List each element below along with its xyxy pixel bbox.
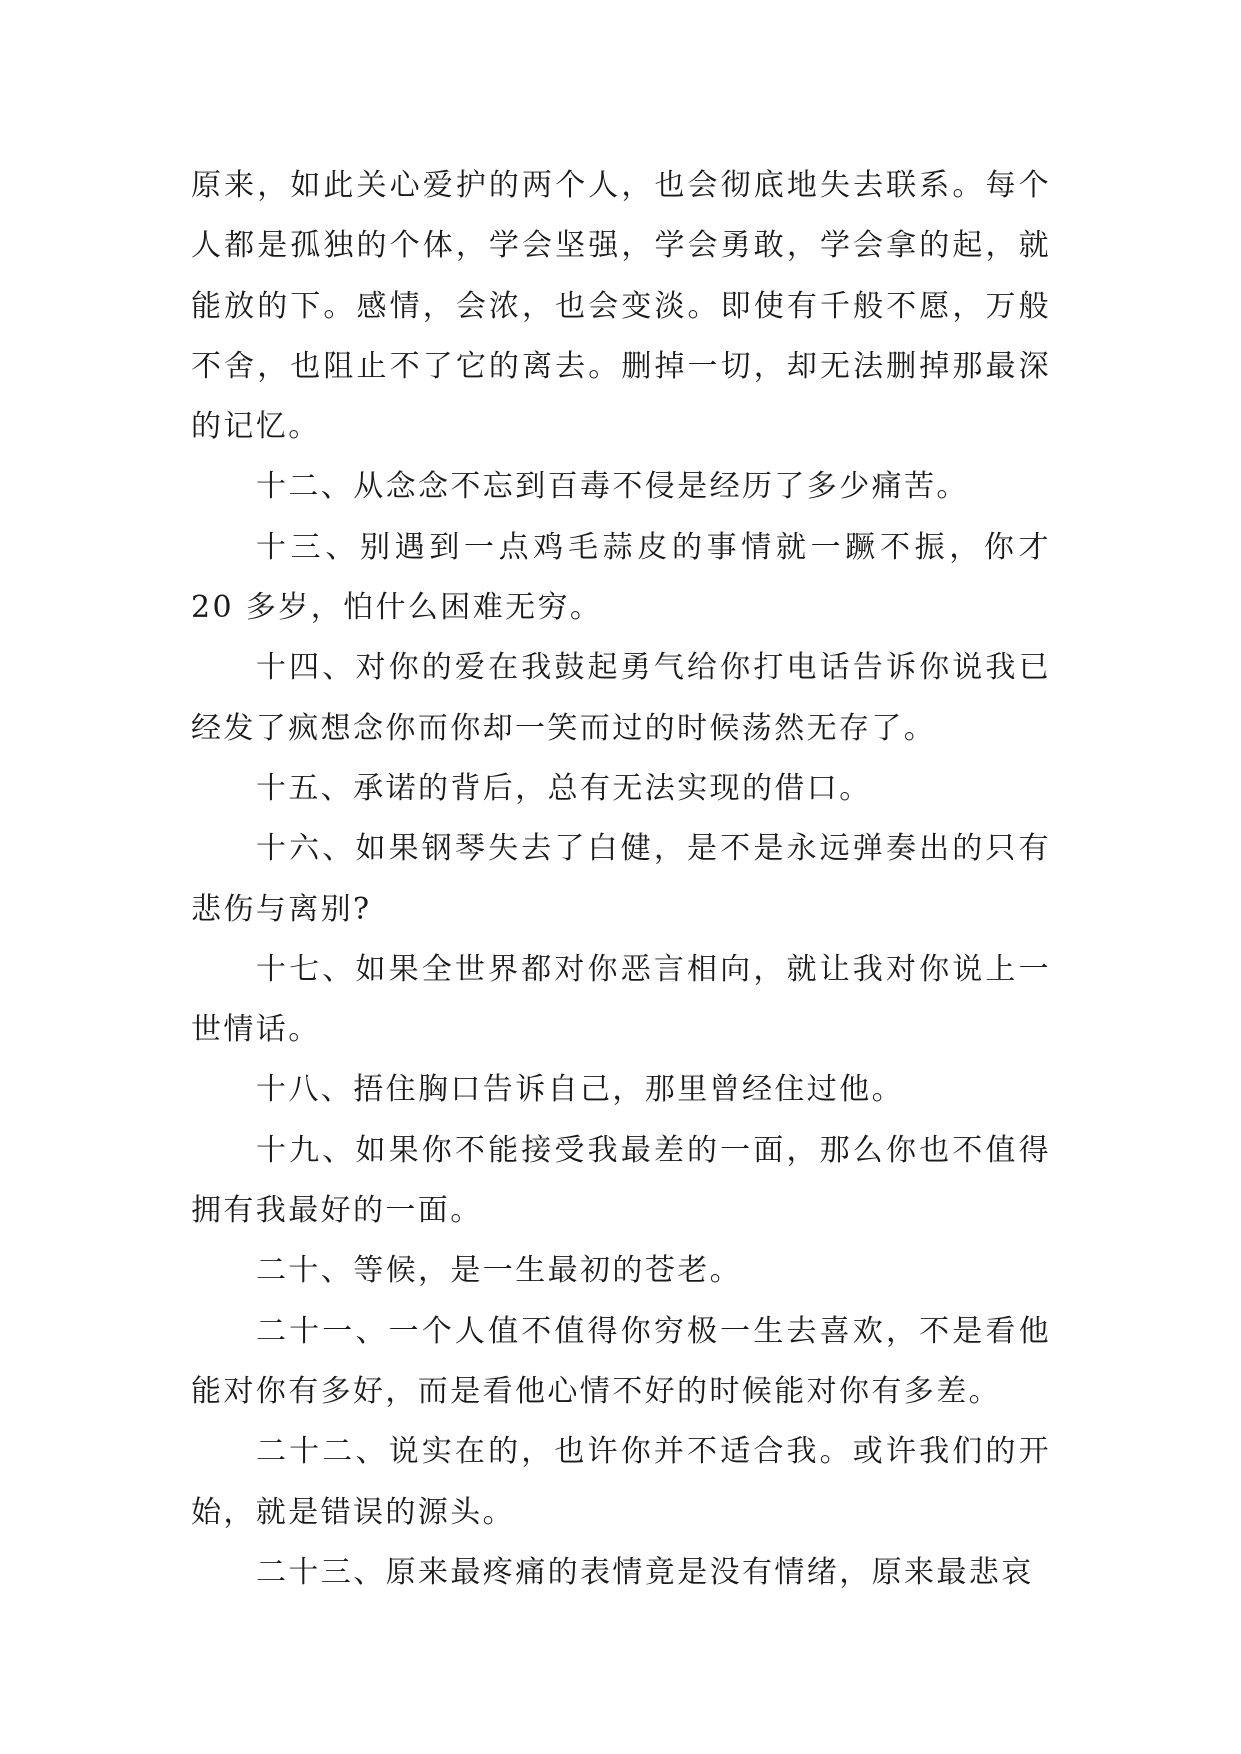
paragraph-6: 十六、如果钢琴失去了白健，是不是永远弹奏出的只有悲伤与离别?: [191, 831, 1051, 927]
paragraph-5: 十五、承诺的背后，总有无法实现的借口。: [256, 770, 872, 806]
paragraph-2: 十二、从念念不忘到百毒不侵是经历了多少痛苦。: [256, 469, 969, 505]
paragraph-1: 原来，如此关心爱护的两个人，也会彻底地失去联系。每个人都是孤独的个体，学会坚强，学会勇敢，学会拿的起，就能放的下。感情，会浓，也会变淡。即使有千般不愿，万般不舍，也阻止不了它的离去。删掉一切，却无法删掉那最深的记忆。: [191, 168, 1051, 445]
paragraph-10: 二十、等候，是一生最初的苍老。: [256, 1253, 742, 1289]
paragraph-7: 十七、如果全世界都对你恶言相向，就让我对你说上一世情话。: [191, 951, 1051, 1048]
paragraph-13: 二十三、原来最疼痛的表情竟是没有情绪，原来最悲哀: [256, 1554, 1034, 1590]
paragraph-11: 二十一、一个人值不值得你穷极一生去喜欢，不是看他能对你有多好，而是看他心情不好的时候能对你有多差。: [191, 1313, 1051, 1409]
paragraph-8: 十八、捂住胸口告诉自己，那里曾经住过他。: [256, 1072, 904, 1108]
paragraph-4: 十四、对你的爱在我鼓起勇气给你打电话告诉你说我已经发了疯想念你而你却一笑而过的时候荡然无存了。: [191, 650, 1051, 746]
paragraph-9: 十九、如果你不能接受我最差的一面，那么你也不值得拥有我最好的一面。: [191, 1132, 1051, 1229]
paragraph-12: 二十二、说实在的，也许你并不适合我。或许我们的开始，就是错误的源头。: [191, 1434, 1051, 1530]
document-body: [191, 156, 1051, 1603]
paragraph-3: 十三、别遇到一点鸡毛蒜皮的事情就一蹶不振，你才 20 多岁，怕什么困难无穷。: [191, 529, 1051, 626]
